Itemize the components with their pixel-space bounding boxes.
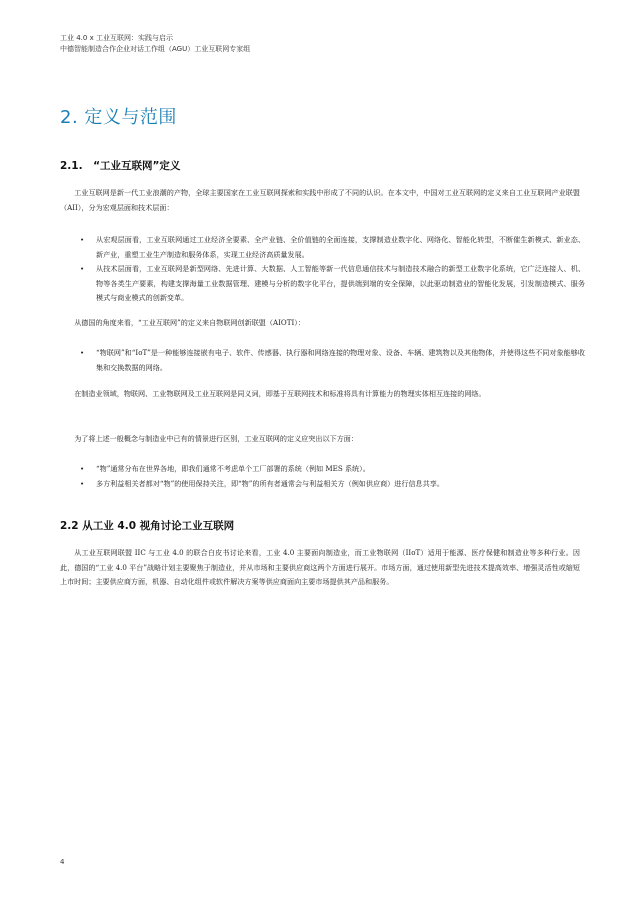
bullet-icon: • bbox=[80, 235, 85, 244]
list-item: • 多方利益相关者都对“物”的使用保持关注，即“物”的所有者通常会与利益相关方（例如供应商）进行信息共享。 bbox=[80, 477, 585, 492]
list-item: • “物联网”和“IoT”是一种能够连接嵌有电子、软件、传感器、执行器和网络连接的物理对象、设备、车辆、建筑物以及其他物体，并使得这些不同对象能够收集和交换数据的网络。 bbox=[80, 348, 585, 372]
list-item: • 从宏观层面看，工业互联网通过工业经济全要素、全产业链、全价值链的全面连接，支撑制造业数字化、网络化、智能化转型，不断催生新模式、新业态、新产业，重塑工业生产制造和服务体系，实现工业经济高质量发展。 bbox=[80, 235, 585, 259]
list-item: • 从技术层面看，工业互联网是新型网络、先进计算、大数据、人工智能等新一代信息通信技术与制造技术融合的新型工业数字化系统，它广泛连接人、机、物等各类生产要素，构建支撑海量工业数据管理、建模与分析的数字化平台，提供端到端的安全保障，以此驱动制造业的智能化发展，引发制造模式、服务模式与商业模式的创新变革。 bbox=[80, 264, 585, 302]
header-line-1: 工业 4.0 x 工业互联网：实践与启示 bbox=[60, 34, 173, 42]
paragraph: 为了将上述一般概念与制造业中已有的情景进行区别，工业互联网的定义应突出以下方面： bbox=[74, 434, 358, 443]
running-header bbox=[60, 33, 250, 55]
subsection-title-2-1: 2.1. “工业互联网”定义 bbox=[60, 160, 181, 172]
section-title: 2. 定义与范围 bbox=[60, 107, 177, 128]
subsection-title-2-2: 2.2 从工业 4.0 视角讨论工业互联网 bbox=[60, 520, 235, 532]
bullet-icon: • bbox=[80, 478, 85, 488]
page-number: 4 bbox=[60, 858, 65, 866]
header-line-2: 中德智能制造合作企业对话工作组（AGU）工业互联网专家组 bbox=[60, 45, 251, 53]
paragraph: 在制造业领域，物联网、工业物联网及工业互联网是同义词，即基于互联网技术和标准将具有计算能力的物理实体相互连接的网络。 bbox=[74, 389, 486, 398]
list-item: • “物”通常分布在世界各地，即我们通常不考虑单个工厂部署的系统（例如 MES 系统）。 bbox=[80, 462, 585, 477]
paragraph: 工业互联网是新一代工业浪潮的产物，全球主要国家在工业互联网探索和实践中形成了不同的认识。在本文中，中国对工业互联网的定义来自工业互联网产业联盟（AII），分为宏观层面和技术层面： bbox=[60, 188, 580, 212]
bullet-icon: • bbox=[80, 348, 85, 357]
paragraph: 从德国的角度来看，“工业互联网”的定义来自物联网创新联盟（AIOTI）： bbox=[74, 318, 305, 327]
bullet-icon: • bbox=[80, 464, 85, 473]
bullet-icon: • bbox=[80, 264, 85, 273]
bullet-list bbox=[80, 233, 585, 306]
bullet-list bbox=[80, 346, 585, 375]
paragraph: 从工业互联网联盟 IIC 与工业 4.0 的联合白皮书讨论来看，工业 4.0 主要面向制造业，而工业物联网（IIoT）适用于能源、医疗保健和制造业等多种行业。因此，德国的“工业 4.0 平台”战略计划主要聚焦于制造业，并从市场和主要供应商这两个方面进行展开。市场方面，通过使用新型先进技术提高效率、增强灵活性或缩短上市时间；主要供应商方面，机器、自动化组件或软件解决方案等供应商面向主要市场提供其产品和服务。 bbox=[60, 548, 580, 586]
bullet-list bbox=[80, 462, 585, 491]
